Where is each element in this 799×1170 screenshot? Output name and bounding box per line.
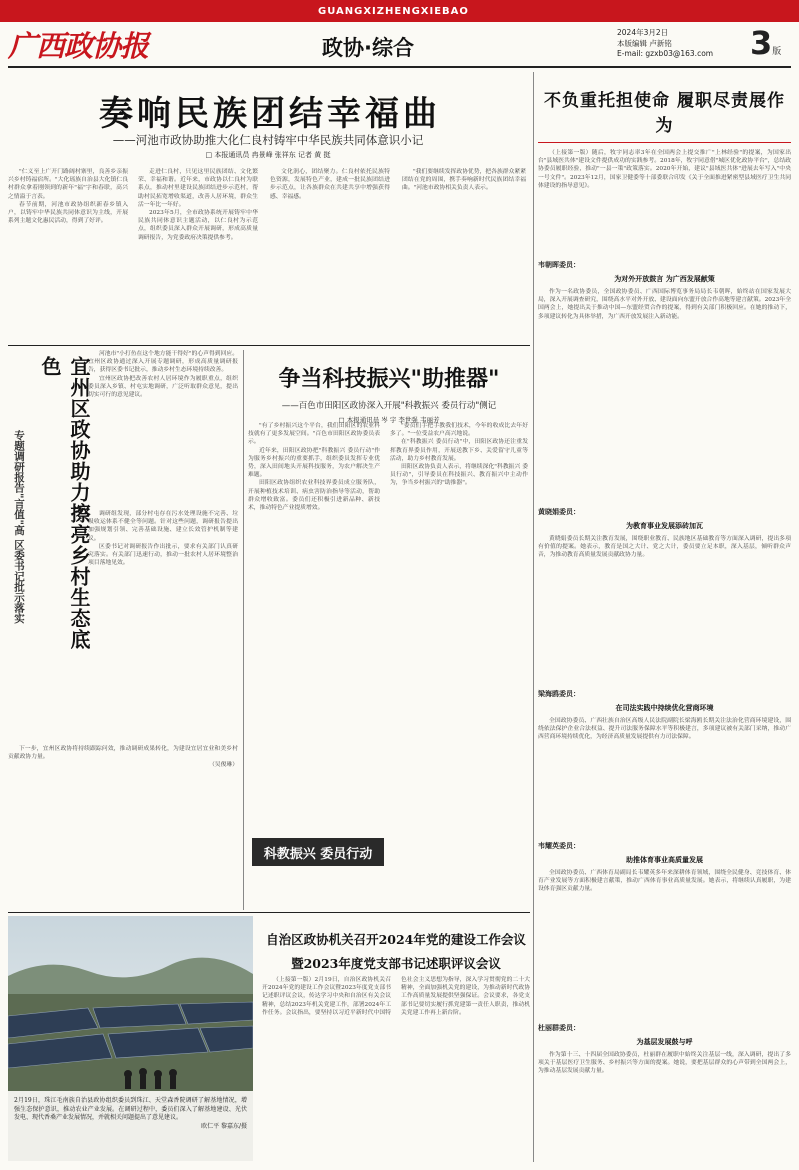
center-banner-text: 科教振兴 委员行动 [263, 847, 373, 862]
center-headline: 争当科技振兴"助推器" [278, 366, 500, 392]
vertical-story-body [88, 510, 238, 745]
lead-paragraph: "我们要继续发挥政协优势，把各族群众紧紧团结在党的周围，携手奏响新时代民族团结幸福曲。"河池市政协相关负责人表示。 [402, 169, 526, 192]
right-section-body [538, 717, 791, 837]
right-section [538, 841, 791, 1019]
right-headline: 不负重托担使命 履职尽责展作为 [544, 91, 785, 136]
right-column [538, 80, 791, 1162]
center-paragraph: "委员们手把手教我们技术，今年的收成比去年好多了。"一位受益农户高兴地说。 [390, 423, 528, 438]
bottom-story-text: （上接第一版）2月19日，自治区政协机关召开2024年党的建设工作会议暨2023年度党支部书记述职评议会议，传达学习中央和自治区有关会议精神，总结2023年机关党建工作，部署2024年工作任务。会议指出，要坚持以习近平新时代中国特色社会主义思想为指导，深入学习贯彻党的二十大精神，全面加强机关党的建设，为推动新时代政协工作高质量发展提供坚强保证。会议要求，各党支部书记要切实履行抓党建第一责任人职责，推动机关党建工作再上新台阶。 [262, 977, 530, 1016]
lead-paragraph: "仁义至上广开门路阔村寨里，良善乡亲振兴乡村铸福宿所。"大化瑶族自治县大化镇仁良村群众拿着刚领到的新年"福"字和春联，高兴之情溢于言表。 [8, 169, 128, 200]
page-editor: 本版编辑 卢新铭 [617, 39, 672, 48]
vertical-story [8, 350, 238, 745]
center-paragraph: 田阳区政协组织农业科技界委员成立服务队，开展种植技术培训、病虫害防治指导等活动，帮助群众增收致富。委员们还积极引进新品种、新技术，推动特色产业提质增效。 [248, 480, 380, 512]
vertical-story-paragraph: 下一步，宜州区政协将持续跟踪问效，推动调研成果转化，为建设宜居宜业和美乡村贡献政协力量。 [8, 746, 238, 761]
photo-author: 欧仁平 黎嘉东/摄 [201, 1122, 247, 1130]
right-section-name: 韦耀英委员： [538, 841, 580, 850]
lead-paragraph: 2023年5月，全市政协系统开展铸牢中华民族共同体意识主题活动，以仁良村为示范点，组织委员深入群众开展调研，形成高质量调研报告，为党委政府决策提供参考。 [138, 210, 258, 241]
right-intro [538, 149, 791, 254]
right-section-title: 在司法实践中持续优化营商环境 [615, 704, 714, 712]
bottom-headline-1: 自治区政协机关召开2024年党的建设工作会议 [266, 932, 526, 947]
right-section [538, 689, 791, 837]
lead-paragraph: 文化润心，团结聚力。仁良村依托民族特色资源，发展特色产业，建成一批民族团结进步示范点，让各族群众在共建共享中增强获得感、幸福感。 [270, 169, 390, 200]
vertical-story-headline: 宜州区政协助力擦亮乡村生态底色 [38, 356, 91, 650]
right-section-body [538, 1051, 791, 1162]
vertical-story-intro [88, 350, 238, 510]
center-story-divider [243, 350, 244, 910]
center-paragraph: "有了乡村振兴这个平台，我们田阳区的农业科技就有了更多发展空间。"百色市田阳区政协委员表示。 [248, 423, 380, 446]
lead-story [8, 72, 528, 334]
right-section-text: 全国政协委员、广西体育局副局长韦耀英多年来深耕体育领域，围绕全民健身、竞技体育、体育产业发展等方面积极建言献策，推动广西体育事业高质量发展。她表示，将继续认真履职，为建设体育强区贡献力量。 [538, 870, 791, 893]
right-section-text: 黄晓娟委员长期关注教育发展，围绕职业教育、民族地区基础教育等方面深入调研，提出多项有价值的提案。她表示，教育是国之大计、党之大计，委员要立足本职，深入基层，倾听群众声音，为推动教育高质量发展贡献政协力量。 [538, 536, 791, 559]
right-section-title: 为基层发展鼓与呼 [636, 1038, 693, 1046]
center-story [248, 350, 530, 910]
right-section-text: 作为第十三、十四届全国政协委员，杜丽群在履职中始终关注基层一线，深入调研，提出了多项关于基层医疗卫生服务、乡村振兴等方面的提案。她说，要把基层群众的心声带到全国两会上，为推动基层发展贡献力量。 [538, 1052, 791, 1075]
section-title: 政协·综合 [322, 36, 414, 60]
bottom-headline-2: 暨2023年度党支部书记述职评议会议 [291, 956, 501, 971]
lead-col-2 [138, 168, 258, 334]
vertical-story-paragraph: 河池市"小打鱼在这个地方能干得好"的心声得到回应。宜州区政协通过深入开展专题调研，形成高质量调研报告，获得区委书记批示，推动乡村生态环境持续改善。 [88, 351, 238, 374]
vertical-story-bottom [8, 745, 238, 910]
center-col-1 [248, 422, 380, 826]
page-date: 2024年3月2日 [617, 28, 669, 37]
lead-subhead: ——河池市政协助推大化仁良村铸牢中华民族共同体意识小记 [112, 133, 424, 147]
photo-caption-text: 2月19日，珠江毛南族自治县政协组织委员到珠江、天堂森香院调研了解基地情况，增强生态保护意识，推动农业产业发展。在调研过程中，委员们深入了解基地建设、光伏发电、现代香桑产业发展情况，并就相关问题提出了意见建议。 [14, 1097, 247, 1121]
photo-caption-box [8, 1091, 253, 1161]
news-photo [8, 916, 253, 1091]
right-section-body [538, 288, 791, 503]
right-section-title: 为教育事业发展添砖加瓦 [626, 522, 703, 530]
bottom-rule [8, 912, 530, 913]
lead-col-3 [270, 168, 390, 334]
center-paragraph: 近年来，田阳区政协把"科教振兴 委员行动"作为服务乡村振兴的重要抓手，组织委员发挥专业优势，深入田间地头开展科技服务，为农户解决生产难题。 [248, 447, 380, 479]
right-section-name: 杜丽群委员： [538, 1023, 580, 1032]
center-subhead: ——百色市田阳区政协深入开展"科教振兴 委员行动"侧记 [281, 401, 497, 411]
masthead-rule [8, 66, 791, 68]
right-section-body [538, 535, 791, 685]
right-intro-text: （上接第一版）随后，牧宇同志率3年在全国两会上提交推广"上林经验"的提案，为国家出台"县域医共体"建设文件提供成功的实践参考。2018年，牧宇同意借"城区优化政协平台"，总结政协委员履职经验，推动"一县一策"政策落实。2020年开始，建议"县域医共体"进展去年写入"中央一号文件"。2023年12月，国家卫健委等十部委联合印发《关于全面推进紧密型县域医疗卫生共同体建设的指导意见》。 [538, 150, 791, 189]
right-column-divider [533, 72, 534, 1162]
lead-col-1 [8, 168, 128, 334]
vertical-story-paragraph: 调研组发现，部分村屯存在污水处理设施不完善、垃圾收运体系不健全等问题。针对这些问题，调研报告提出加强规划引领、完善基础设施、建立长效管护机制等建议。 [88, 511, 238, 542]
solar-field-photo [8, 916, 253, 1091]
lead-paragraph: 春节前期，河池市政协组织新春乡镇入户，以铸牢中华民族共同体意识为主线，开展系列主题文化惠民活动，得到了好评。 [8, 201, 128, 225]
lead-bottom-rule [8, 345, 530, 346]
vertical-story-subhead: 专题调研报告"言值"高 区委书记批示落实 [13, 430, 25, 624]
bottom-story [262, 916, 530, 1161]
right-section-name: 梁海鸥委员： [538, 689, 580, 698]
right-section-name: 黄晓娟委员： [538, 507, 580, 516]
bottom-story-body [262, 976, 530, 1158]
right-section [538, 260, 791, 503]
right-section-text: 全国政协委员、广西壮族自治区高级人民法院副院长梁海鸥长期关注法治化营商环境建设，围绕依法保护企业合法权益、提升司法服务保障水平等积极建言，多项建议被有关部门采纳，推动广西营商环境持续优化，为经济高质量发展提供有力司法保障。 [538, 718, 791, 741]
lead-col-4 [402, 168, 526, 334]
photo-caption [8, 1091, 253, 1131]
right-section [538, 507, 791, 685]
newspaper-logo: 广西政协报 [8, 29, 149, 63]
right-headline-box [538, 80, 791, 143]
lead-paragraph: 走进仁良村，只见这里民族团结、文化繁荣、幸福和谐。近年来，市政协以仁良村为联系点，推动村里建设民族团结进步示范村，帮助村民拓宽增收渠道，改善人居环境，群众生活一年比一年好。 [138, 169, 258, 208]
page-number [750, 24, 781, 62]
right-section-title: 助推体育事业高质量发展 [626, 856, 703, 864]
center-col-2 [390, 422, 528, 826]
center-paragraph: 田阳区政协负责人表示，将继续深化"科教振兴 委员行动"，引导委员在科技振兴、教育振兴中主动作为，争当乡村振兴的"助推器"。 [390, 464, 528, 487]
page-number-suffix: 版 [772, 47, 782, 57]
right-section-name: 韦朝晖委员： [538, 260, 580, 269]
right-section [538, 1023, 791, 1162]
masthead-pinyin: GUANGXIZHENGXIEBAO [318, 6, 469, 17]
right-section-text: 作为一名政协委员，全国政协委员、广西国际博览事务局局长韦朝晖，始终站在国家发展大局，深入开展调查研究，围绕高水平对外开放、建设面向东盟开放合作高地等建言献策。2023年全国两会上，她提出关于推动中国—东盟经贸合作的提案，得到有关部门积极回应。在她的推动下，多项建议转化为具体举措，为广西开放发展注入新动能。 [538, 289, 791, 320]
vertical-story-author: （吴俊琳） [209, 762, 238, 769]
vertical-story-paragraph: 宜州区政协把改善农村人居环境作为履职重点，组织委员深入乡镇、村屯实地调研，广泛听取群众意见，提出切实可行的意见建议。 [88, 375, 238, 399]
vertical-story-paragraph: 区委书记对调研报告作出批示，要求有关部门认真研究落实。有关部门迅速行动，推动一批农村人居环境整治项目落地见效。 [88, 543, 238, 567]
page-email: E-mail: gzxb03@163.com [617, 49, 714, 58]
lead-byline: □ 本报通讯员 冉景峰 张祥东 记者 黄 挺 [205, 151, 331, 159]
right-section-body [538, 869, 791, 1019]
center-paragraph: 在"科教振兴 委员行动"中，田阳区政协还注重发挥教育界委员作用，开展送教下乡、关爱留守儿童等活动，助力乡村教育发展。 [390, 439, 528, 462]
page-number-digit: 3 [750, 24, 773, 62]
right-section-title: 为对外开放鼓言 为广西发展献策 [614, 275, 715, 283]
lead-headline: 奏响民族团结幸福曲 [99, 94, 441, 134]
center-byline: □ 本报通讯员 岑 宇 李世强 韦丽芳 [338, 416, 440, 424]
